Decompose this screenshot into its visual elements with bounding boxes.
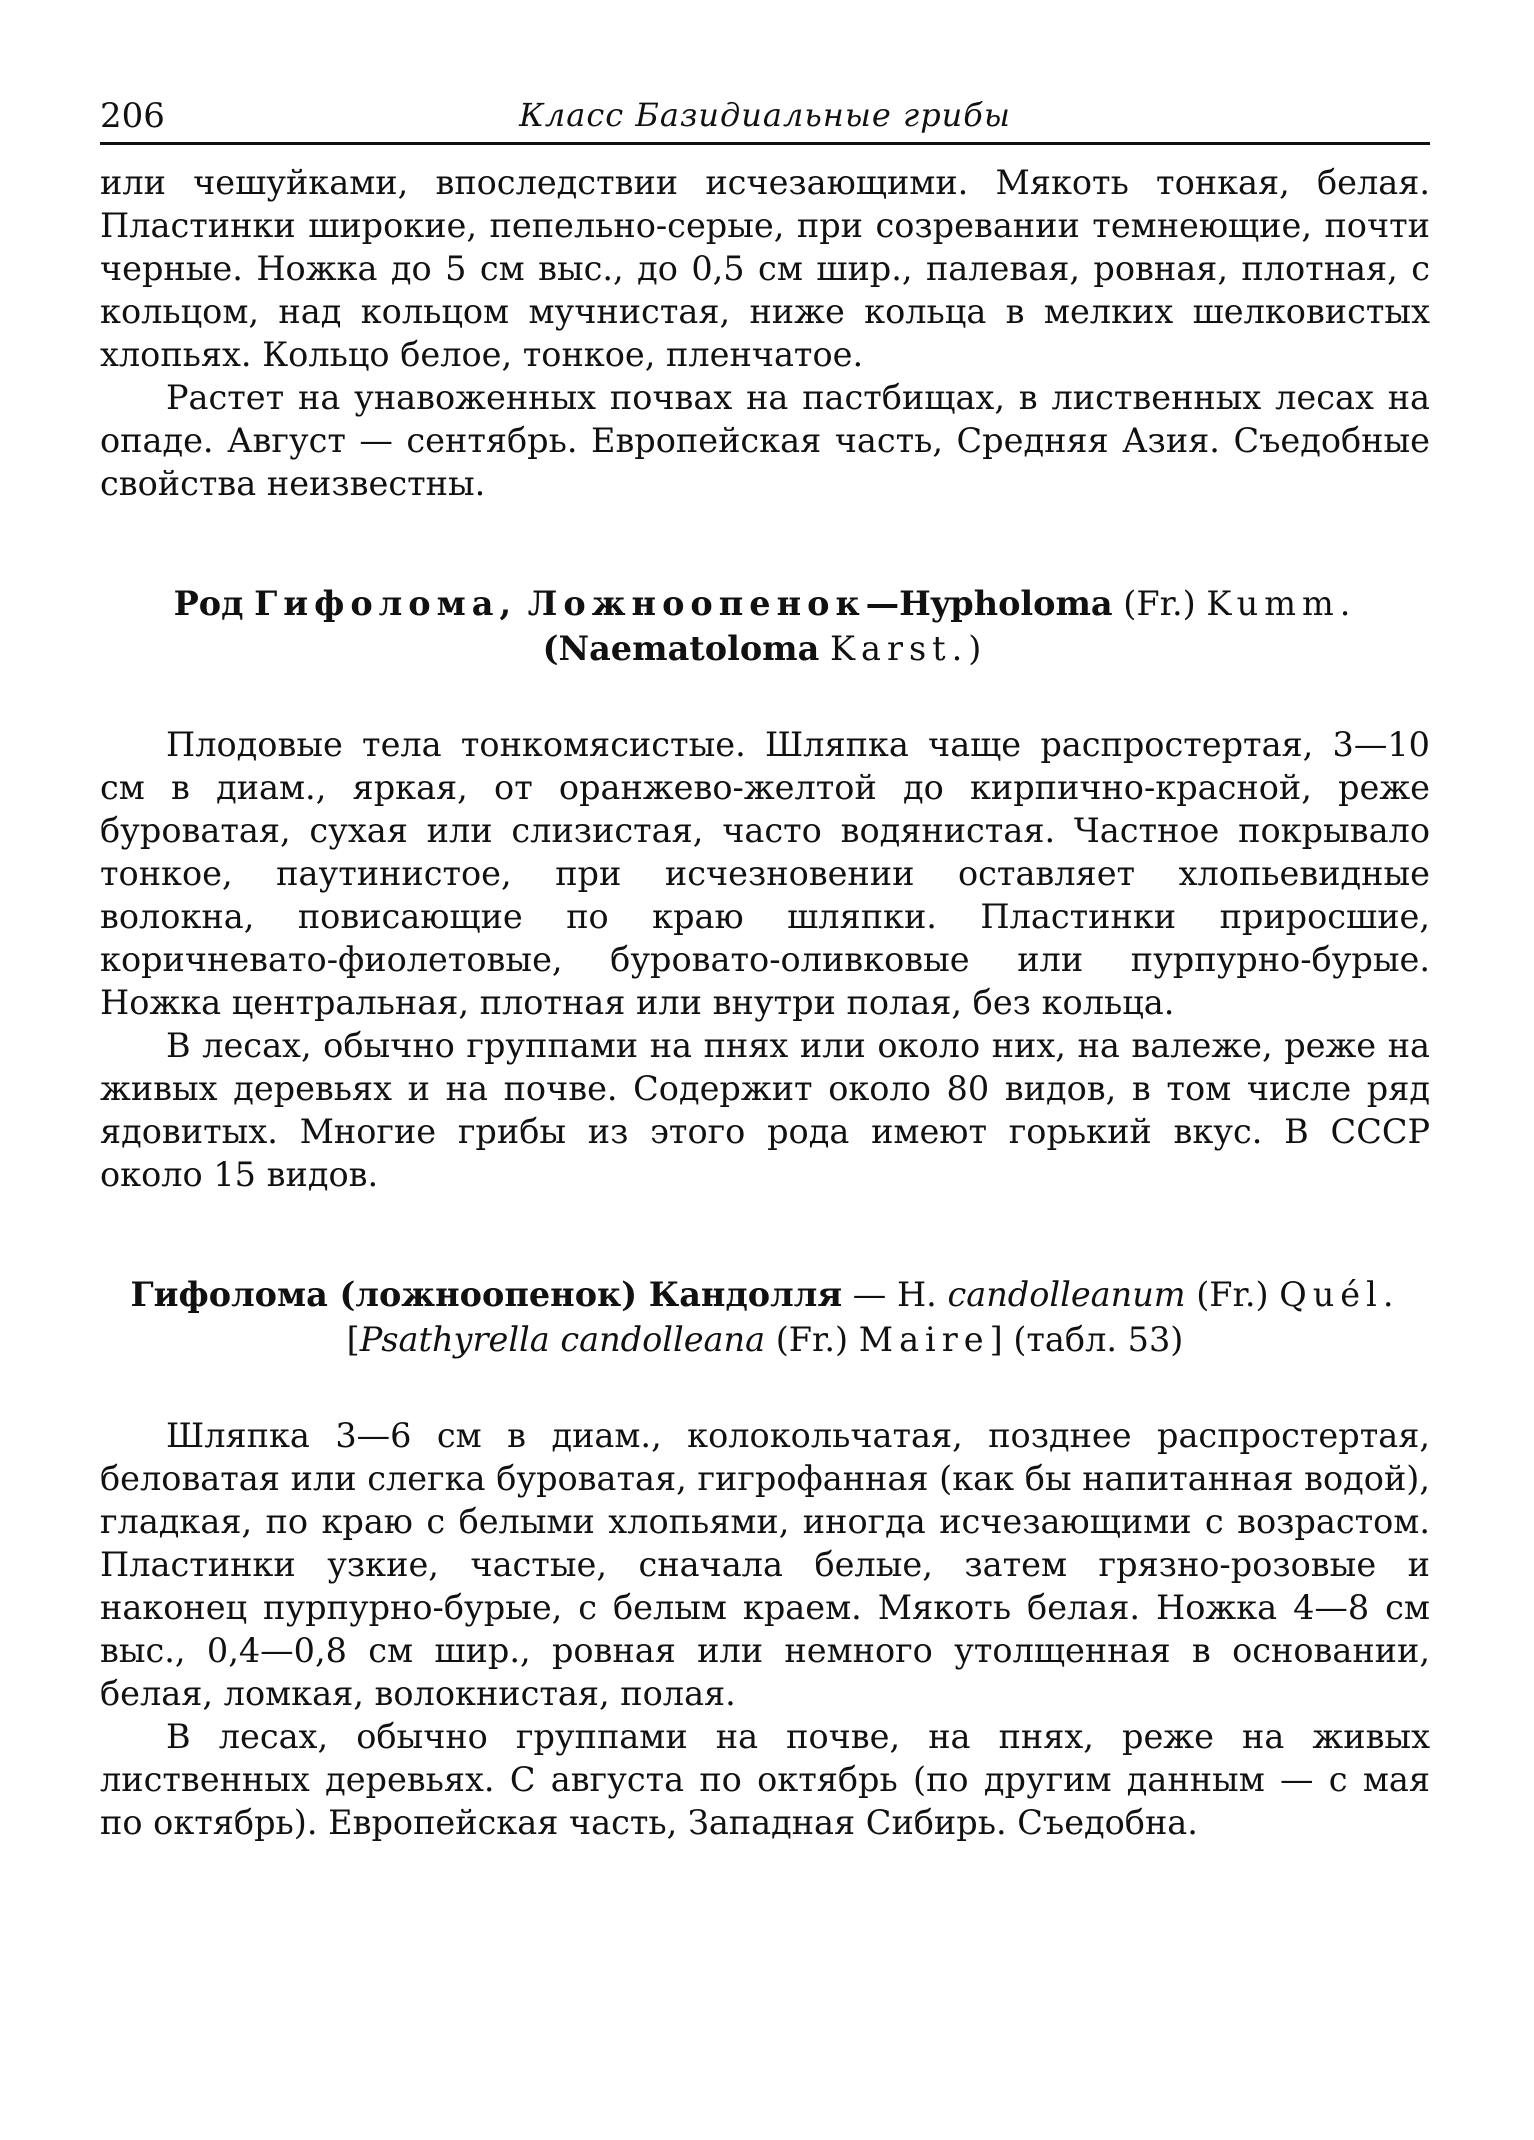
running-title: Класс Базидиальные грибы: [519, 96, 1011, 134]
genus-heading: [100, 581, 1430, 671]
synonym-name: Psathyrella candolleana: [359, 1320, 766, 1359]
species-epithet: candolleanum: [947, 1275, 1186, 1314]
genus-name-2: Ложноопенок: [527, 584, 866, 623]
species-heading: [100, 1272, 1430, 1362]
page-header: [100, 90, 1430, 145]
synonym-open-bracket: [: [346, 1320, 360, 1359]
plate-reference: (табл. 53): [1013, 1320, 1184, 1359]
genus-author: Kumm.: [1206, 584, 1357, 623]
species-genus-abbr: H.: [896, 1275, 937, 1314]
genus-heading-line-2: [100, 626, 1430, 671]
species-fr: (Fr.): [1196, 1275, 1269, 1314]
genus-rod: Род: [173, 584, 244, 623]
species-name: Гифолома (ложноопенок) Кандолля: [130, 1275, 843, 1314]
synonym-fr: (Fr.): [775, 1320, 849, 1359]
genus-fr: (Fr.): [1123, 584, 1196, 623]
page-number: 206: [100, 96, 165, 136]
intro-paragraph-1: или чешуйками, впоследствии исчезающими. Мякоть тонкая, белая. Пластинки широкие, пепельно-серые, при созревании темнеющие, почти черные. Ножка до 5 см выс., до 0,5 см шир., палевая, ровная, плотная, с кольцом, над кольцом мучнистая, ниже кольца в мелких шелковистых хлопьях. Кольцо белое, тонкое, пленчатое.: [100, 163, 1430, 374]
genus-latin-name: Hypholoma: [899, 584, 1113, 623]
genus-heading-line-1: [100, 581, 1430, 626]
genus-paragraph-1: Плодовые тела тонкомясистые. Шляпка чаще распростертая, 3—10 см в диам., яркая, от оранжево-желтой до кирпично-красной, реже буроватая, сухая или слизистая, часто водянистая. Частное покрывало тонкое, паутинистое, при исчезновении оставляет хлопьевидные волокна, повисающие по краю шляпки. Пластинки приросшие, коричневато-фиолетовые, буровато-оливковые или пурпурно-бурые. Ножка центральная, плотная или внутри полая, без кольца.: [100, 725, 1430, 1022]
species-heading-line-2: [100, 1317, 1430, 1362]
genus-name-1: Гифолома,: [254, 584, 518, 623]
species-paragraph-2: В лесах, обычно группами на почве, на пнях, реже на живых лиственных деревьях. С августа по октябрь (по другим данным — с мая по октябрь). Европейская часть, Западная Сибирь. Съедобна.: [100, 1717, 1430, 1842]
genus-synonym: (Naematoloma: [542, 629, 820, 668]
synonym-author: Maire: [858, 1320, 990, 1359]
synonym-close-bracket: ]: [989, 1320, 1003, 1359]
genus-paragraph-2: В лесах, обычно группами на пнях или около них, на валеже, реже на живых деревьях и на почве. Содержит около 80 видов, в том числе ряд ядовитых. Многие грибы из этого рода имеют горький вкус. В СССР около 15 видов.: [100, 1026, 1430, 1194]
species-heading-line-1: [100, 1272, 1430, 1317]
species-author: Quél.: [1279, 1275, 1400, 1314]
genus-synonym-author: Karst.): [829, 629, 988, 668]
book-page: [100, 90, 1430, 1844]
genus-dash: —: [865, 584, 900, 623]
species-dash: —: [852, 1275, 887, 1314]
intro-paragraph-2: Растет на унавоженных почвах на пастбищах, в лиственных лесах на опаде. Август — сентябрь. Европейская часть, Средняя Азия. Съедобные свойства неизвестны.: [100, 378, 1430, 503]
species-paragraph-1: Шляпка 3—6 см в диам., колокольчатая, позднее распростертая, беловатая или слегка буроватая, гигрофанная (как бы напитанная водой), гладкая, по краю с белыми хлопьями, иногда исчезающими с возрастом. Пластинки узкие, частые, сначала белые, затем грязно-розовые и наконец пурпурно-бурые, с белым краем. Мякоть белая. Ножка 4—8 см выс., 0,4—0,8 см шир., ровная или немного утолщенная в основании, белая, ломкая, волокнистая, полая.: [100, 1416, 1430, 1713]
